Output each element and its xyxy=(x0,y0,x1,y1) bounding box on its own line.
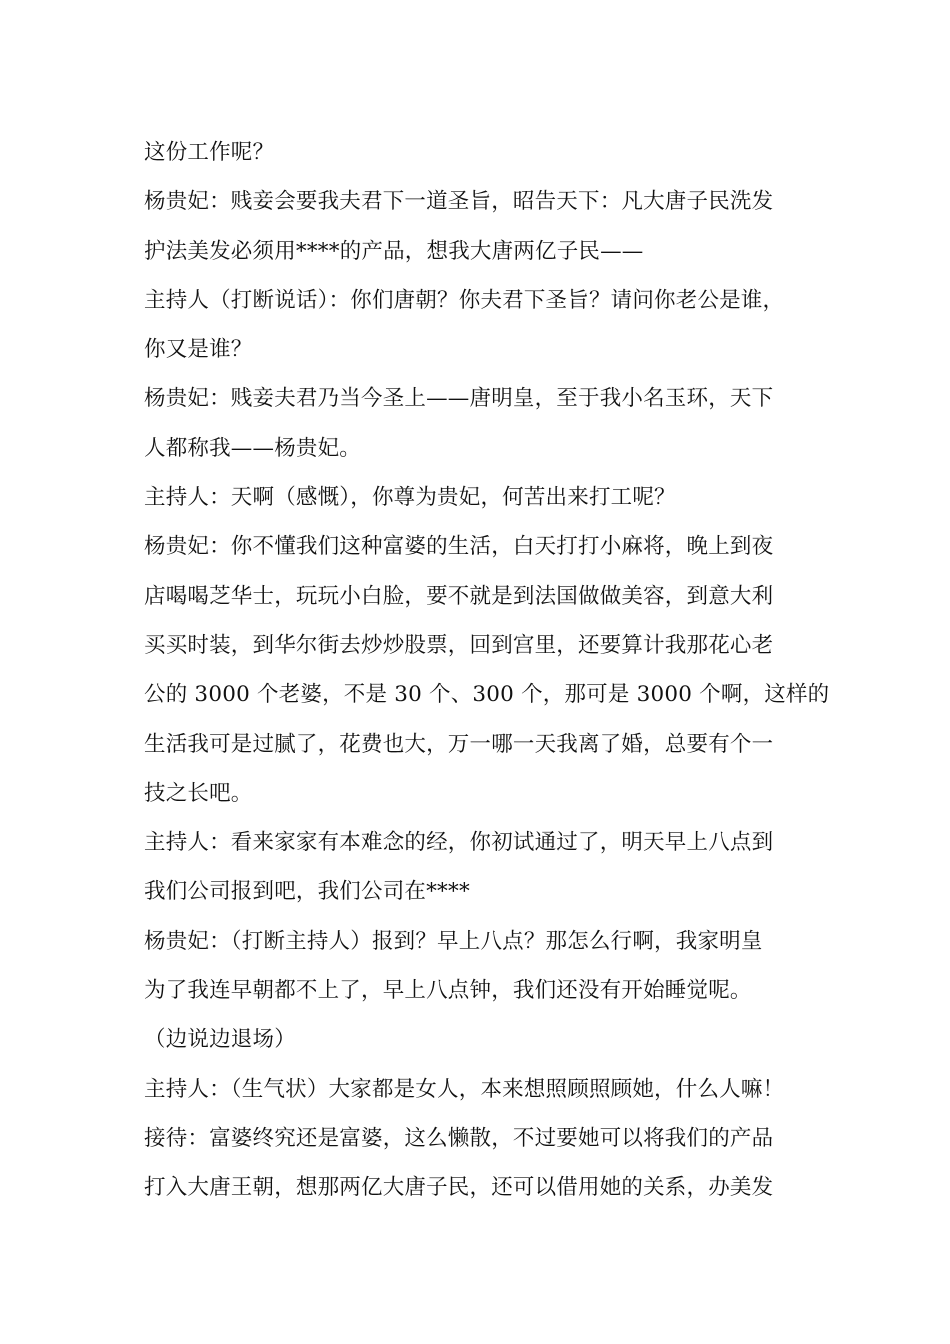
script-text xyxy=(144,128,830,1213)
text-line: 生活我可是过腻了，花费也大，万一哪一天我离了婚，总要有个一 xyxy=(144,731,774,757)
text-line: 护法美发必须用****的产品，想我大唐两亿子民—— xyxy=(144,238,644,264)
text-line: 这份工作呢？ xyxy=(144,140,275,165)
text-line: 人都称我——杨贵妃。 xyxy=(144,435,362,461)
text-line: 技之长吧。 xyxy=(144,780,253,806)
text-line: 杨贵妃：你不懂我们这种富婆的生活，白天打打小麻将，晚上到夜 xyxy=(144,534,774,560)
text-line: 为了我连早朝都不上了，早上八点钟，我们还没有开始睡觉呢。 xyxy=(144,978,752,1004)
text-line: （边说边退场） xyxy=(144,1027,296,1053)
text-line: 杨贵妃：贱妾会要我夫君下一道圣旨，昭告天下：凡大唐子民洗发 xyxy=(144,189,774,215)
text-line: 我们公司报到吧，我们公司在**** xyxy=(144,879,470,905)
text-line: 杨贵妃：（打断主持人）报到？早上八点？那怎么行啊，我家明皇 xyxy=(144,928,763,954)
text-line: 主持人（打断说话）：你们唐朝？你夫君下圣旨？请问你老公是谁， xyxy=(144,287,785,313)
text-line: 店喝喝芝华士，玩玩小白脸，要不就是到法国做做美容，到意大利 xyxy=(144,583,774,609)
text-line: 主持人：天啊（感慨），你尊为贵妃，何苦出来打工呢？ xyxy=(144,485,676,511)
text-line: 公的 3000 个老婆，不是 30 个、300 个，那可是 3000 个啊，这样的 xyxy=(144,682,830,708)
text-line: 买买时装，到华尔街去炒炒股票，回到宫里，还要算计我那花心老 xyxy=(144,632,774,658)
text-line: 主持人：看来家家有本难念的经，你初试通过了，明天早上八点到 xyxy=(144,830,774,856)
text-line: 你又是谁？ xyxy=(144,337,253,363)
text-line: 打入大唐王朝，想那两亿大唐子民，还可以借用她的关系，办美发 xyxy=(144,1175,774,1201)
text-line: 杨贵妃：贱妾夫君乃当今圣上——唐明皇，至于我小名玉环，天下 xyxy=(144,386,774,412)
text-line: 主持人：（生气状）大家都是女人，本来想照顾照顾她，什么人嘛！ xyxy=(144,1076,785,1102)
text-line: 接待：富婆终究还是富婆，这么懒散，不过要她可以将我们的产品 xyxy=(144,1125,774,1151)
